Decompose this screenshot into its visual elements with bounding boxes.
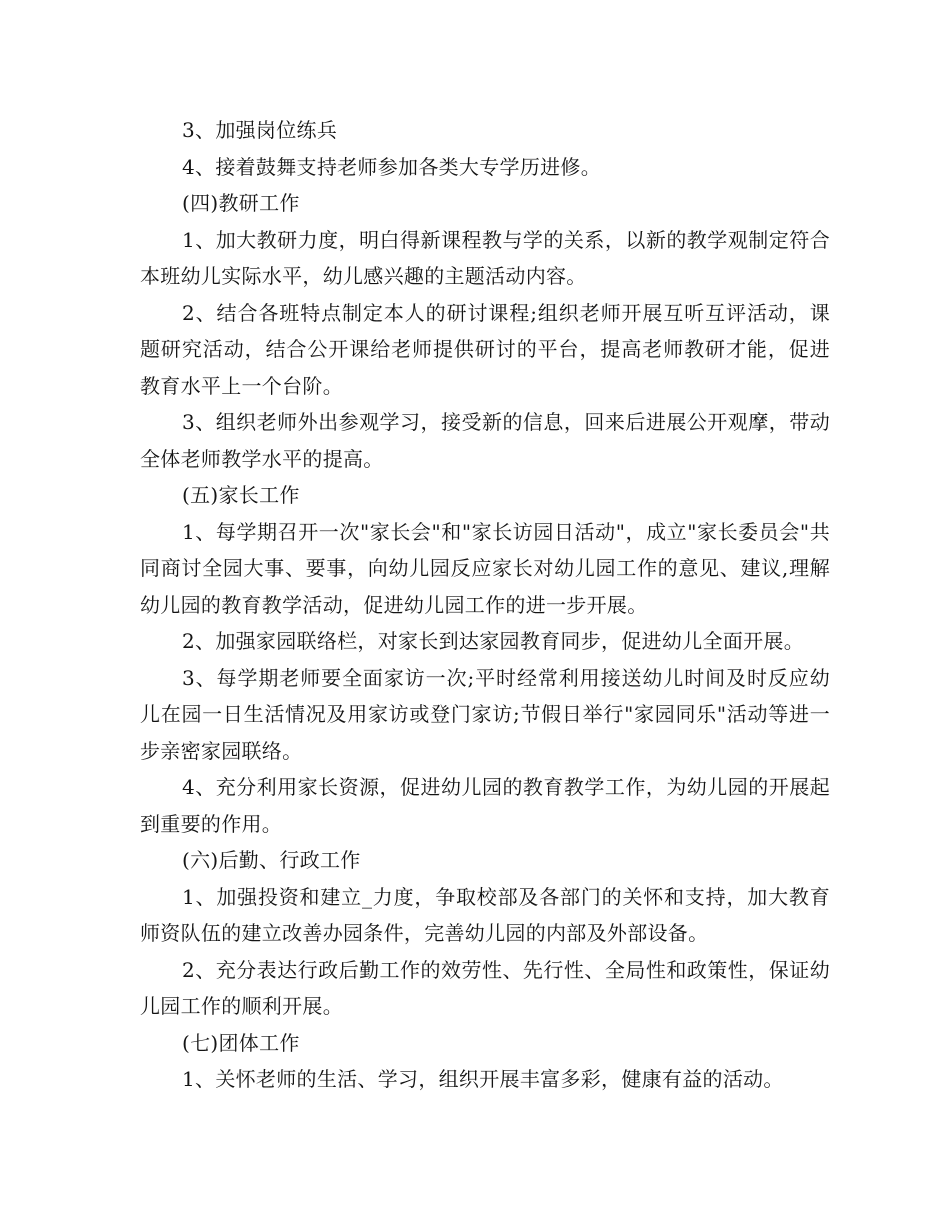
- section-heading: (四)教研工作: [182, 191, 300, 215]
- list-item: 2、加强家园联络栏，对家长到达家园教育同步，促进幼儿全面开展。: [182, 629, 805, 653]
- section-heading: (六)后勤、行政工作: [182, 848, 361, 872]
- list-item: 2、结合各班特点制定本人的研讨课程;组织老师开展互听互评活动，课题研究活动，结合公开课给老师提供研讨的平台，提高老师教研才能，促进教育水平上一个台阶。: [140, 300, 830, 398]
- list-item: 1、关怀老师的生活、学习，组织开展丰富多彩，健康有益的活动。: [182, 1067, 784, 1091]
- list-item: 1、加强投资和建立_力度，争取校部及各部门的关怀和支持，加大教育师资队伍的建立改善办园条件，完善幼儿园的内部及外部设备。: [140, 884, 830, 945]
- list-item: 3、加强岗位练兵: [182, 118, 338, 142]
- section-heading: (五)家长工作: [182, 483, 300, 507]
- list-item: 2、充分表达行政后勤工作的效劳性、先行性、全局性和政策性，保证幼儿园工作的顺利开展。: [140, 957, 830, 1018]
- list-item: 4、充分利用家长资源，促进幼儿园的教育教学工作，为幼儿园的开展起到重要的作用。: [140, 775, 830, 836]
- list-item: 4、接着鼓舞支持老师参加各类大专学历进修。: [182, 154, 602, 179]
- list-item: 3、组织老师外出参观学习，接受新的信息，回来后进展公开观摩，带动全体老师教学水平的提高。: [140, 410, 830, 471]
- list-item: 3、每学期老师要全面家访一次;平时经常利用接送幼儿时间及时反应幼儿在园一日生活情况及用家访或登门家访;节假日举行"家园同乐"活动等进一步亲密家园联络。: [140, 665, 830, 763]
- section-heading: (七)团体工作: [182, 1030, 300, 1055]
- list-item: 1、每学期召开一次"家长会"和"家长访园日活动"，成立"家长委员会"共同商讨全园大事、要事，向幼儿园反应家长对幼儿园工作的意见、建议,理解幼儿园的教育教学活动，促进幼儿园工作的进一步开展。: [140, 519, 830, 617]
- document-body: [140, 112, 830, 1098]
- list-item: 1、加大教研力度，明白得新课程教与学的关系，以新的教学观制定符合本班幼儿实际水平，幼儿感兴趣的主题活动内容。: [140, 227, 830, 288]
